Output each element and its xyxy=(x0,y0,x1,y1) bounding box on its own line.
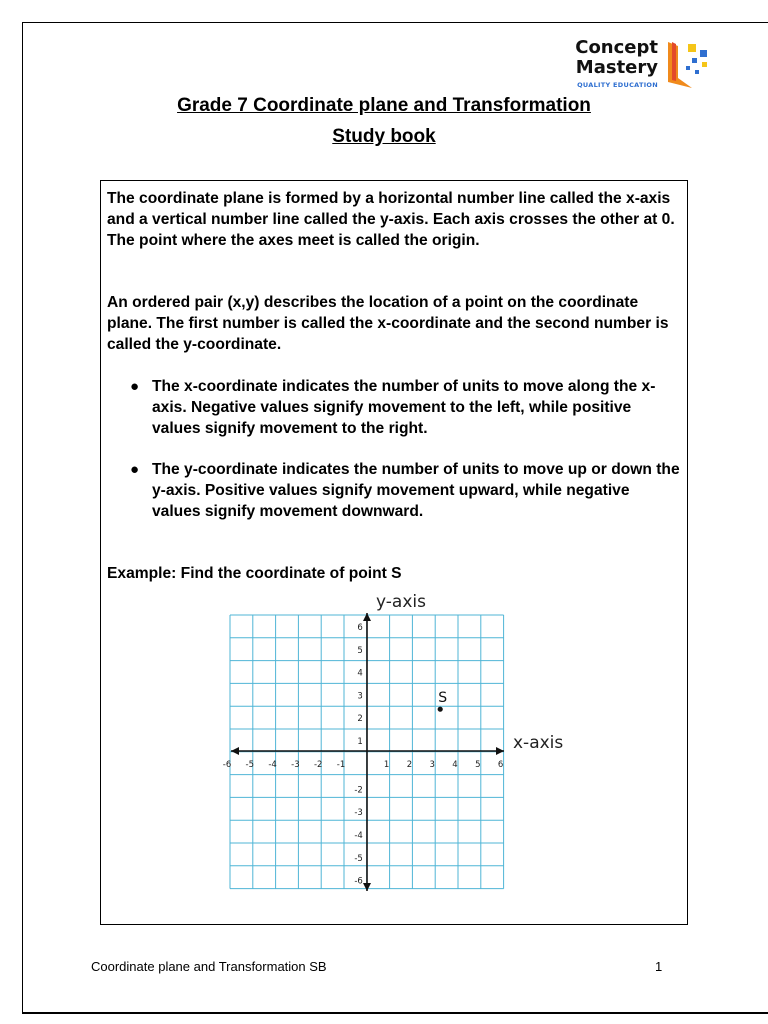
logo-mark-icon xyxy=(662,38,714,90)
bullet-text: The y-coordinate indicates the number of units to move up or down the y-axis. Positive values signify movement upward, while negative values signify movement downward. xyxy=(152,461,680,520)
x-tick-label: 3 xyxy=(429,759,435,770)
x-axis-arrow-left-icon xyxy=(231,747,239,755)
y-tick-label: 3 xyxy=(357,691,363,702)
x-tick-label: -5 xyxy=(245,759,255,770)
example-prompt: Example: Find the coordinate of point S xyxy=(107,565,402,582)
concept-mastery-logo xyxy=(558,38,728,94)
y-tick-label: 6 xyxy=(357,623,363,633)
y-tick-label: -6 xyxy=(354,876,363,887)
page-subtitle: Study book xyxy=(332,126,436,147)
y-tick-label: -5 xyxy=(354,853,363,864)
y-axis-label: y-axis xyxy=(376,592,426,612)
x-tick-label: -1 xyxy=(336,759,346,770)
footer-title: Coordinate plane and Transformation SB xyxy=(91,959,327,974)
y-axis-arrow-down-icon xyxy=(363,883,371,891)
point-s-label: S xyxy=(438,690,448,707)
logo-line-1: Concept xyxy=(575,37,658,58)
x-axis-label: x-axis xyxy=(513,733,564,753)
x-tick-label: -3 xyxy=(291,759,300,770)
bullet-icon: ● xyxy=(130,461,140,478)
y-tick-label: -4 xyxy=(354,831,363,841)
page-title: Grade 7 Coordinate plane and Transformation xyxy=(177,95,591,116)
y-tick-label: 2 xyxy=(357,714,363,725)
y-tick-label: -3 xyxy=(354,808,363,819)
y-tick-label: -2 xyxy=(354,785,363,796)
paragraph-ordered-pair: An ordered pair (x,y) describes the location of a point on the coordinate plane. The first number is called the x-coordinate and the second number is called the y-coordinate. xyxy=(107,294,669,353)
x-tick-label: 5 xyxy=(475,759,481,770)
logo-line-2: Mastery xyxy=(575,57,658,78)
x-tick-label: -6 xyxy=(222,759,232,770)
y-axis-arrow-up-icon xyxy=(363,613,371,621)
bullet-text: The x-coordinate indicates the number of units to move along the x-axis. Negative values signify movement to the left, while positive values signify movement to the right. xyxy=(152,378,656,437)
point-layer xyxy=(438,690,448,712)
y-tick-label: 1 xyxy=(357,737,363,747)
x-tick-label: 6 xyxy=(497,759,504,770)
x-tick-label: 1 xyxy=(383,759,390,770)
x-tick-label: -4 xyxy=(268,759,277,770)
logo-tagline: QUALITY EDUCATION xyxy=(577,81,658,89)
x-tick-label: 4 xyxy=(452,759,458,770)
tick-labels xyxy=(223,623,504,887)
x-tick-label: 2 xyxy=(406,759,413,770)
x-axis-arrow-right-icon xyxy=(496,747,504,755)
coordinate-grid xyxy=(200,585,580,897)
y-tick-label: 4 xyxy=(357,668,363,679)
point-s-marker xyxy=(438,707,443,712)
footer-page-number: 1 xyxy=(655,959,663,974)
x-tick-label: -2 xyxy=(313,759,323,770)
bullet-icon: ● xyxy=(130,378,140,395)
y-tick-label: 5 xyxy=(357,645,363,656)
paragraph-coordinate-plane: The coordinate plane is formed by a horizontal number line called the x-axis and a vertical number line called the y-axis. Each axis crosses the other at 0. The point where the axes meet is called the origin. xyxy=(107,190,675,249)
logo-wordmark xyxy=(558,38,658,78)
